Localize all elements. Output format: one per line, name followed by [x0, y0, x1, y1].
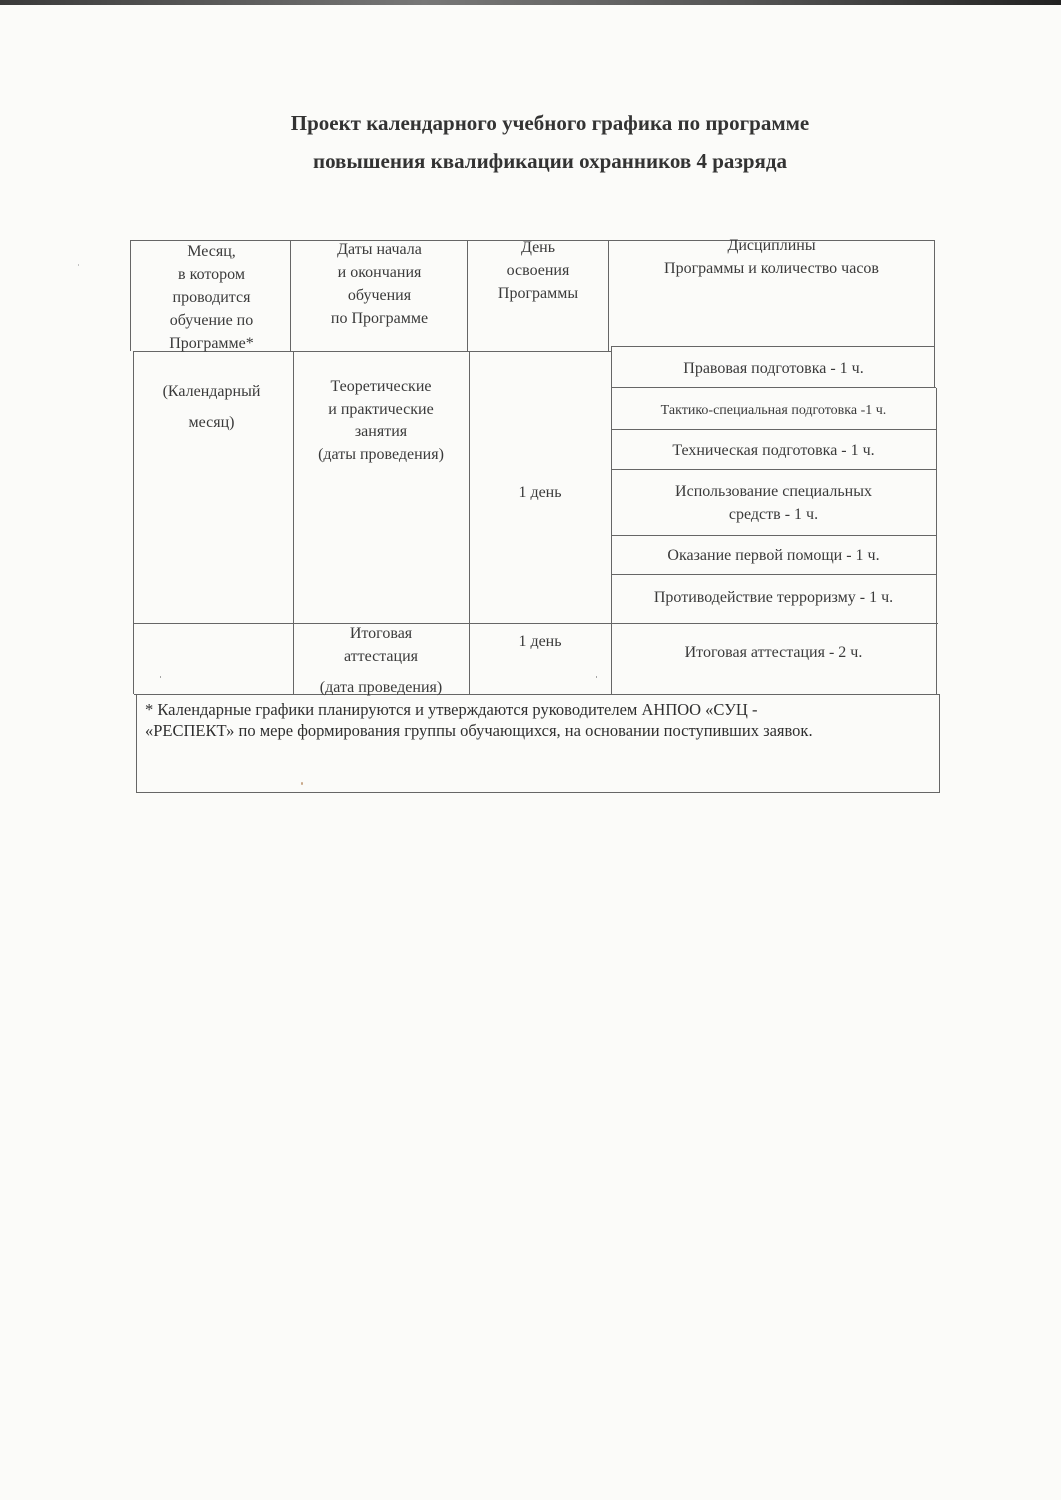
scan-edge [0, 0, 1061, 5]
row1-bottom-border [134, 623, 938, 624]
table-left-border-bottom [136, 694, 137, 793]
discipline-divider-2 [611, 429, 936, 430]
scan-speck [78, 264, 79, 266]
row2-bottom-border [134, 694, 939, 695]
discipline-counter-terrorism: Противодействие терроризму - 1 ч. [653, 589, 894, 606]
table-right-border-mid [936, 388, 937, 694]
scan-speck [160, 676, 161, 678]
header-disciplines: Дисциплины Программы и количество часов [664, 237, 879, 277]
scan-speck [301, 782, 303, 785]
header-month: Месяц, в котором проводится обучение по Программе* [169, 243, 254, 352]
header-bottom-border-right [611, 346, 935, 347]
discipline-special-means: Использование специальных средств - 1 ч. [675, 483, 872, 523]
table-footnote: * Календарные графики планируются и утверждаются руководителем АНПОО «СУЦ - «РЕСПЕКТ» по мере формирования группы обучающихся, на основании поступивших заявок. [145, 700, 813, 740]
title-line-2: повышения квалификации охранников 4 разряда [312, 149, 788, 173]
discipline-divider-1 [611, 387, 936, 388]
discipline-first-aid: Оказание первой помощи - 1 ч. [667, 547, 880, 564]
row1-month: (Календарный месяц) [162, 383, 261, 431]
discipline-tactical: Тактико-специальная подготовка -1 ч. [660, 403, 887, 418]
discipline-divider-3 [611, 469, 936, 470]
row1-dates: Теоретические и практические занятия (даты проведения) [318, 378, 444, 463]
col1-divider-top [290, 240, 291, 351]
header-dates: Даты начала и окончания обучения по Программе [330, 241, 429, 327]
table-left-border-top [130, 240, 131, 351]
discipline-divider-4 [611, 535, 937, 536]
document-title [130, 104, 970, 180]
table-right-border-bottom [939, 694, 940, 793]
header-day: День освоения Программы [497, 239, 579, 302]
row2-dates: Итоговая аттестация (дата проведения) [319, 625, 443, 696]
discipline-final-attestation: Итоговая аттестация - 2 ч. [684, 644, 863, 661]
table-bottom-border [136, 792, 940, 793]
row2-day: 1 день [518, 633, 562, 650]
scan-speck [596, 676, 597, 678]
row1-day: 1 день [518, 484, 562, 501]
discipline-divider-5 [611, 574, 937, 575]
discipline-legal: Правовая подготовка - 1 ч. [683, 360, 864, 377]
title-line-1: Проект календарного учебного графика по программе [290, 111, 810, 135]
discipline-technical: Техническая подготовка - 1 ч. [672, 442, 875, 459]
